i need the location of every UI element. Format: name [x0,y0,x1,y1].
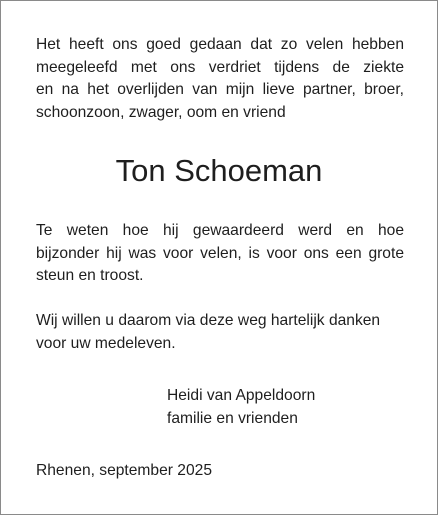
appreciation-paragraph [36,220,404,288]
thanks-line: Wij willen u daarom via deze weg hartelijk danken [36,312,381,329]
intro-line: meegeleefd met ons verdriet tijdens de ziekte [36,58,404,76]
intro-line: en na het overlijden van mijn lieve partner, broer, [36,81,404,98]
signature-line: familie en vrienden [167,409,298,427]
intro-line: schoonzoon, zwager, oom en vriend [36,103,286,121]
appreciation-line: steun en troost. [36,267,144,284]
intro-line: Het heeft ons goed gedaan dat zo velen hebben [36,36,404,53]
place-date: Rhenen, september 2025 [36,462,212,479]
intro-paragraph [36,34,404,124]
appreciation-line: Te weten hoe hij gewaardeerd werd en hoe [36,222,404,239]
deceased-name: Ton Schoeman [115,153,323,188]
signature-block [167,385,407,430]
thanks-line: voor uw medeleven. [36,334,176,352]
appreciation-line: bijzonder hij was voor velen, is voor ons een grote [36,244,404,262]
thanks-paragraph [36,310,404,355]
signature-line: Heidi van Appeldoorn [167,387,316,404]
